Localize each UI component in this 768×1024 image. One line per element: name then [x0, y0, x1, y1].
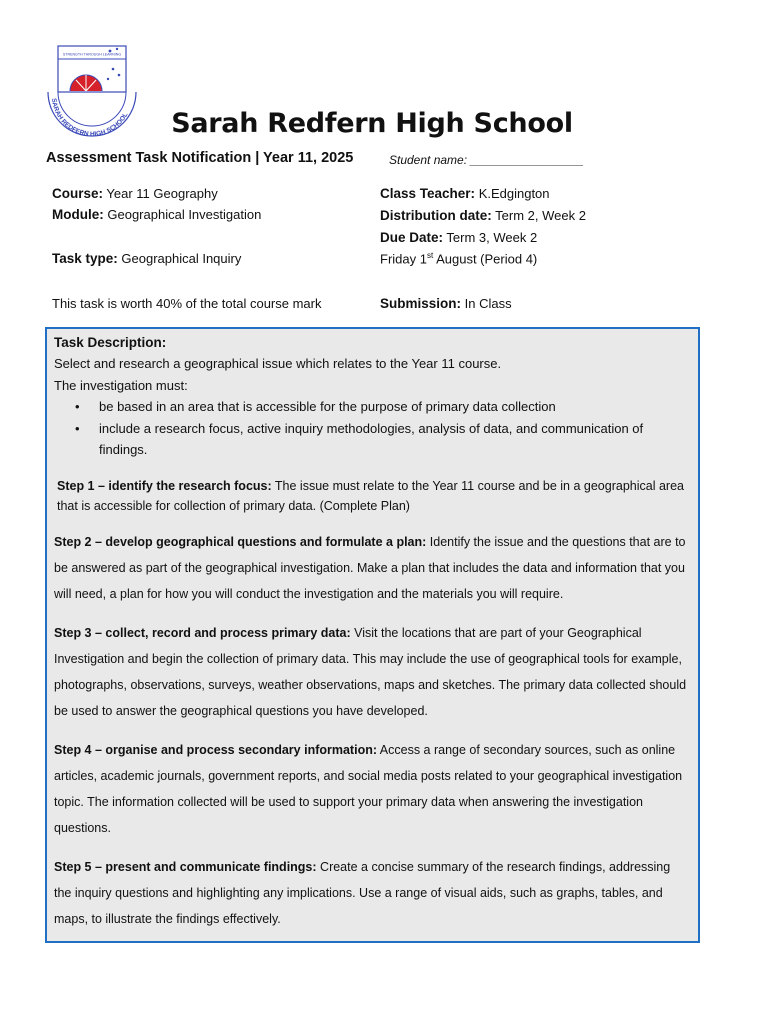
step-1: Step 1 – identify the research focus: The issue must relate to the Year 11 course and be in a geographical area that is accessible for collection of primary data. (Complete Plan): [57, 478, 684, 513]
module-detail: Module: Geographical Investigation: [52, 207, 262, 222]
step-3: Step 3 – collect, record and process primary data: Visit the locations that are part of your Geographical Investigation and begin the collection of primary data. This may include the use of geographical tools for example, photographs, observations, surveys, weather observations, maps and sketches. The primary data collected should be used to answer the geographical questions you have developed.: [54, 625, 687, 718]
step-4: Step 4 – organise and process secondary information: Access a range of secondary sources, such as online articles, academic journals, government reports, and social media posts related to your geographical investigation topic. The information collected will be used to support your primary data when answering the investigation questions.: [54, 742, 683, 835]
task-intro-1: Select and research a geographical issue which relates to the Year 11 course.: [54, 356, 502, 371]
submission-detail: Submission: In Class: [380, 296, 512, 311]
distribution-date-detail: Distribution date: Term 2, Week 2: [380, 208, 586, 223]
list-item: • include a research focus, active inquiry methodologies, analysis of data, and communication of findings.: [99, 418, 690, 461]
svg-text:STRENGTH THROUGH LEARNING: STRENGTH THROUGH LEARNING: [62, 52, 122, 57]
task-description-heading: Task Description:: [54, 335, 167, 350]
list-item: • be based in an area that is accessible for the purpose of primary data collection: [99, 396, 690, 418]
notification-title: Assessment Task Notification | Year 11, 2025: [46, 150, 354, 166]
weighting-text: This task is worth 40% of the total course mark: [52, 296, 322, 311]
bullet-icon: •: [75, 420, 80, 436]
class-teacher-detail: Class Teacher: K.Edgington: [380, 186, 550, 201]
school-name-title: Sarah Redfern High School: [171, 108, 573, 139]
svg-text:SARAH REDFERN HIGH SCHOOL: SARAH REDFERN HIGH SCHOOL: [50, 97, 130, 139]
course-detail: Course: Year 11 Geography: [52, 186, 218, 201]
step-5: Step 5 – present and communicate findings: Create a concise summary of the research findings, addressing the inquiry questions and highlighting any implications. Use a range of visual aids, such as graphs, tables, and maps, to illustrate the findings effectively.: [54, 859, 671, 926]
task-intro-2: The investigation must:: [54, 377, 188, 393]
task-description-box: [45, 327, 700, 943]
step-2: Step 2 – develop geographical questions and formulate a plan: Identify the issue and the questions that are to be answered as part of the geographical investigation. Make a plan that includes the data and information that you will need, a plan for how you will conduct the investigation and the materials you will require.: [54, 534, 686, 601]
task-type-detail: Task type: Geographical Inquiry: [52, 251, 242, 266]
due-day-detail: Friday 1st August (Period 4): [380, 251, 538, 267]
student-name-field: Student name: _________________: [389, 153, 584, 167]
requirements-list: [54, 396, 690, 461]
bullet-icon: •: [75, 399, 80, 414]
due-date-detail: Due Date: Term 3, Week 2: [380, 230, 538, 245]
